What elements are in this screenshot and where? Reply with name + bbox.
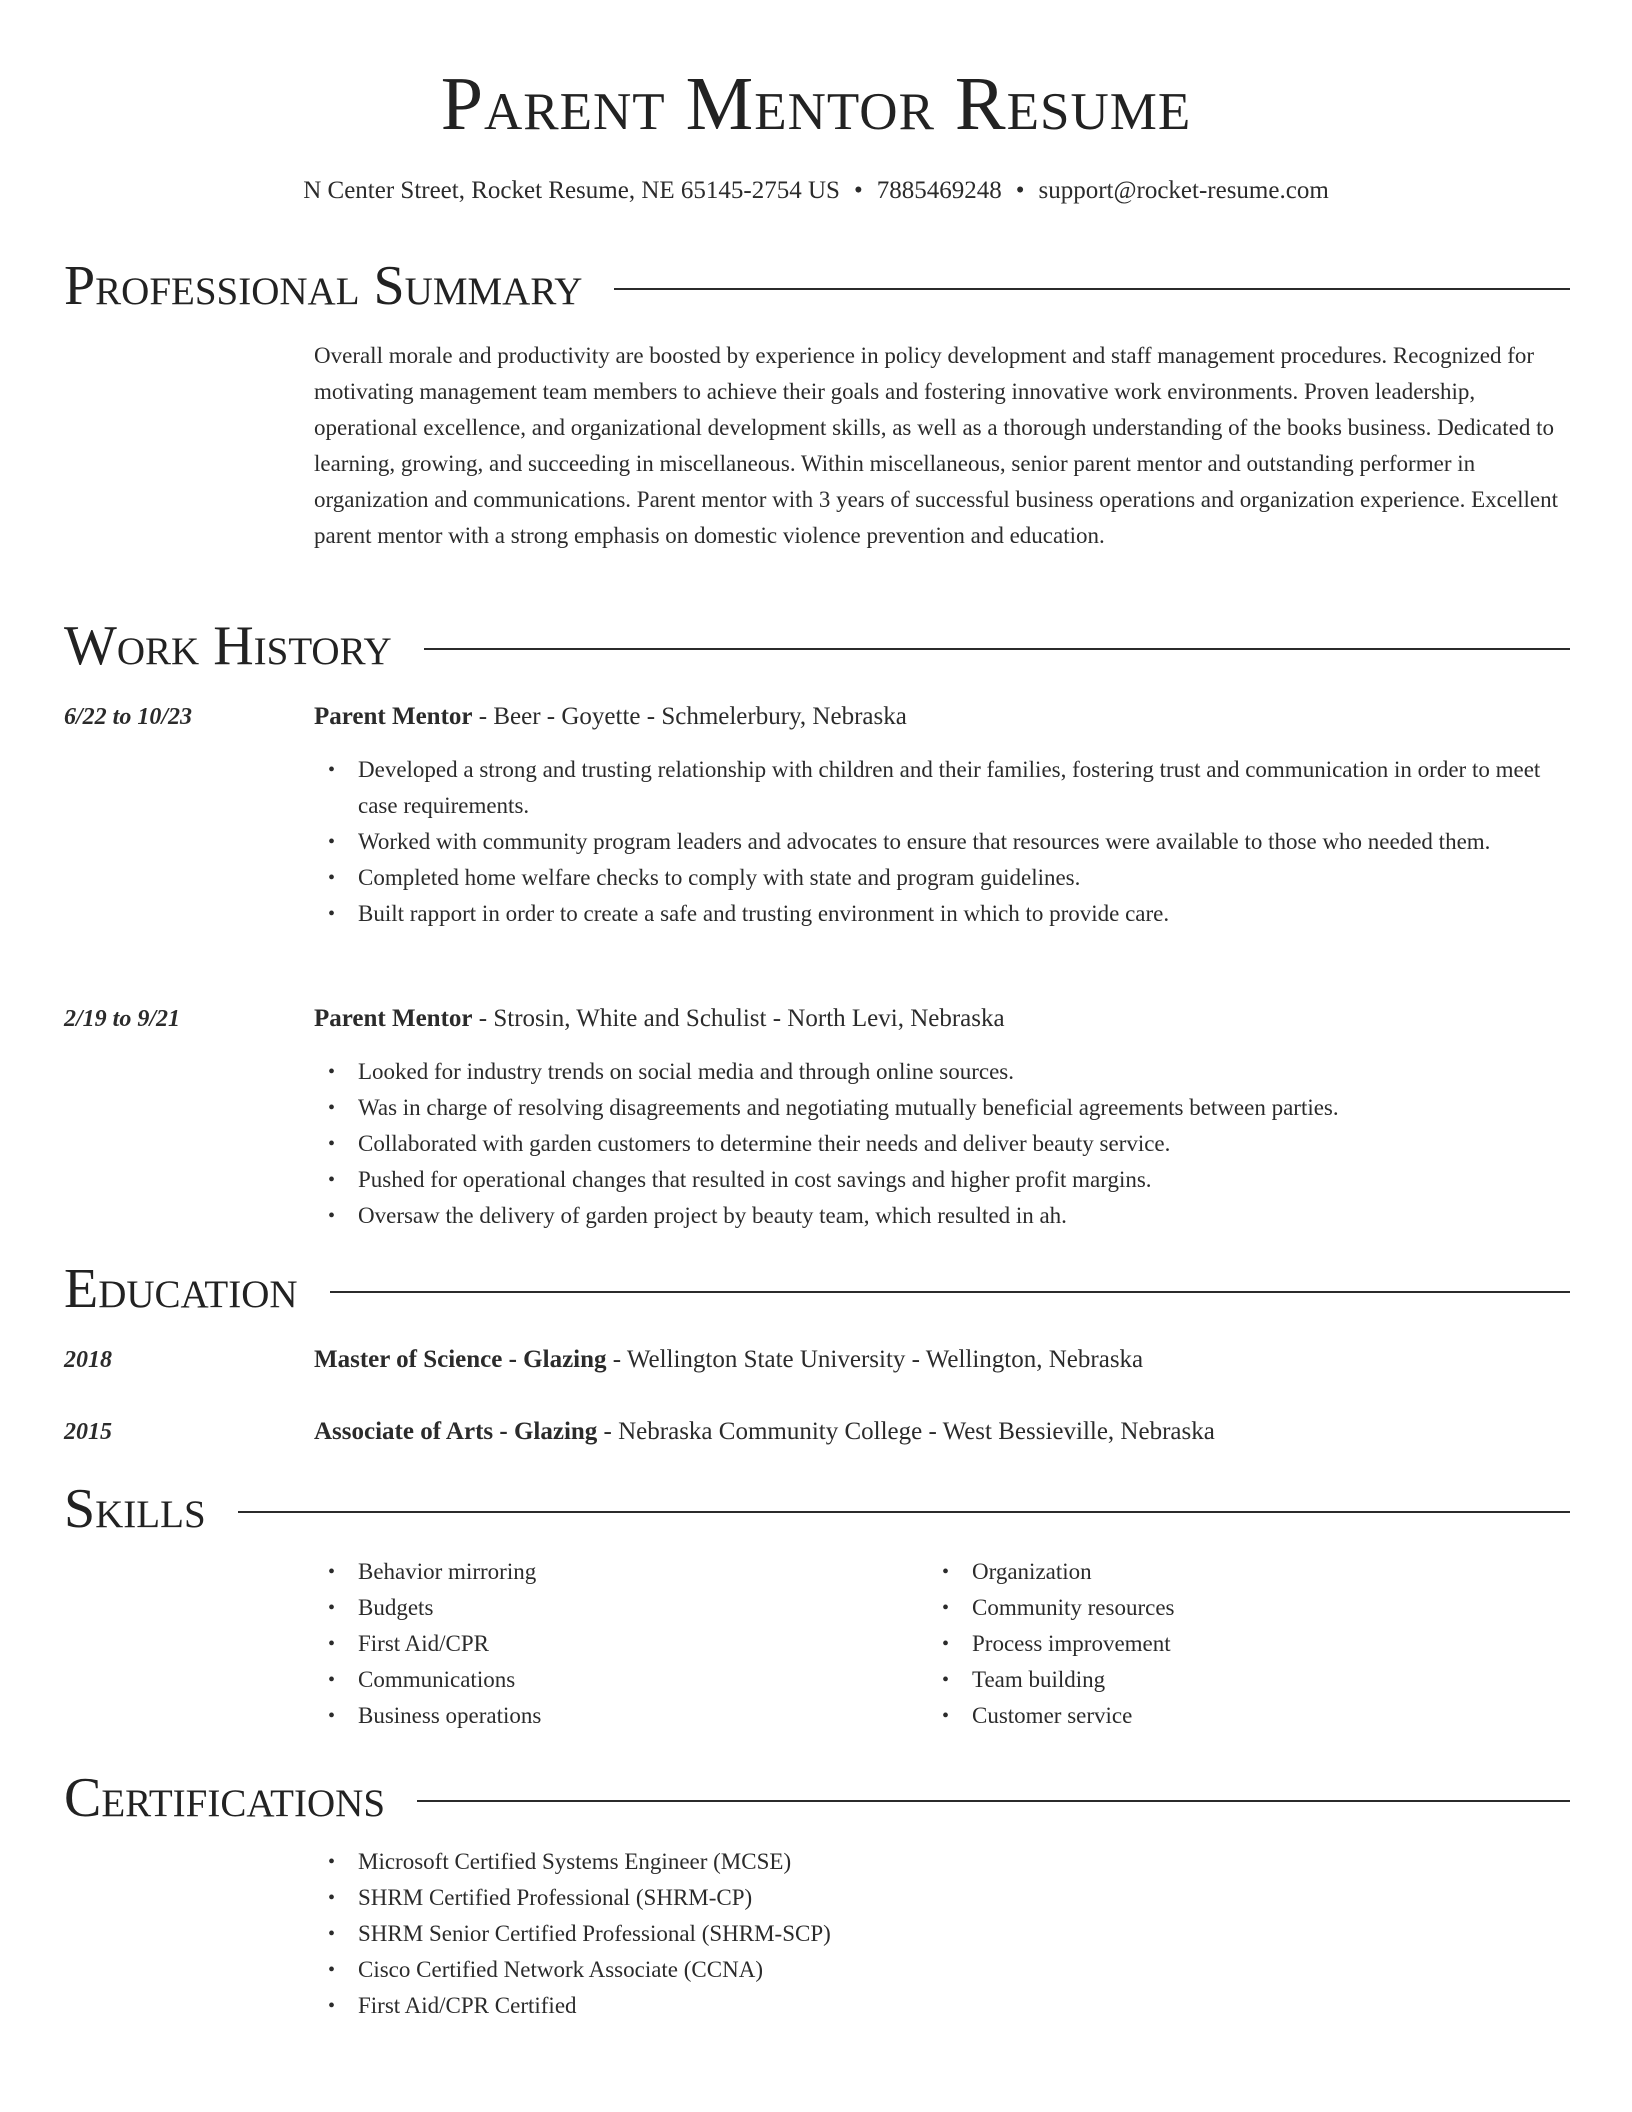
separator: • [853,177,863,204]
education-entry [314,1415,1570,1449]
job-title-line [314,700,1570,734]
skill-item: • Business operations [314,1698,914,1734]
certification-item: • SHRM Certified Professional (SHRM-CP) [314,1880,1570,1916]
skill-item: • Process improvement [928,1626,1568,1662]
section-heading: Certifications [64,1767,386,1829]
certification-item: • SHRM Senior Certified Professional (SHRM-SCP) [314,1916,1570,1952]
address: N Center Street, Rocket Resume, NE 65145-2754 US [303,177,840,204]
resume-title: Parent Mentor Resume [440,62,1192,146]
skills-list-right [928,1554,1568,1734]
skill-item: • Community resources [928,1590,1568,1626]
section-divider [614,288,1570,290]
section-certifications [64,1766,1570,1830]
phone: 7885469248 [876,177,1002,204]
school-details: - Wellington State University - Wellington, Nebraska [606,1346,1144,1373]
skill-item: • Customer service [928,1698,1568,1734]
skills-list-left [314,1554,914,1734]
section-heading: Work History [64,615,392,677]
job-details: - Strosin, White and Schulist - North Levi, Nebraska [472,1005,1005,1032]
list-item: • Built rapport in order to create a safe and trusting environment in which to provide care. [314,896,1570,932]
section-divider [424,648,1570,650]
section-skills [64,1477,1570,1541]
list-item: • Oversaw the delivery of garden project by beauty team, which resulted in ah. [314,1198,1570,1234]
separator: • [1015,177,1025,204]
email: support@rocket-resume.com [1038,177,1329,204]
job-bullets [314,752,1570,932]
skill-item: • Organization [928,1554,1568,1590]
section-heading: Skills [64,1478,206,1540]
skill-item: • First Aid/CPR [314,1626,914,1662]
section-work-history [64,614,1570,678]
job-title: Parent Mentor [314,1005,473,1032]
contact-line [0,174,1632,208]
certification-item: • Cisco Certified Network Associate (CCNA) [314,1952,1570,1988]
list-item: • Was in charge of resolving disagreements and negotiating mutually beneficial agreements between parties. [314,1090,1570,1126]
job-title: Parent Mentor [314,703,473,730]
degree: Master of Science - Glazing [314,1346,607,1373]
job-title-line [314,1002,1570,1036]
education-year: 2015 [64,1419,112,1445]
section-divider [417,1800,1570,1802]
skill-item: • Communications [314,1662,914,1698]
list-item: • Developed a strong and trusting relationship with children and their families, fostering trust and communication in order to meet case requirements. [314,752,1570,824]
section-heading: Professional Summary [64,255,583,317]
list-item: • Worked with community program leaders and advocates to ensure that resources were available to those who needed them. [314,824,1570,860]
certification-item: • First Aid/CPR Certified [314,1988,1570,2024]
education-year: 2018 [64,1347,112,1373]
summary-text: Overall morale and productivity are boosted by experience in policy development and staff management procedures. Recognized for motivating management team members to achieve their goals and fostering innovative work environments. Proven leadership, operational excellence, and organizational development skills, as well as a thorough understanding of the books business. Dedicated to learning, growing, and succeeding in miscellaneous. Within miscellaneous, senior parent mentor and outstanding performer in organization and communications. Parent mentor with 3 years of successful business operations and organization experience. Excellent parent mentor with a strong emphasis on domestic violence prevention and education. [314,343,1558,548]
section-divider [238,1511,1570,1513]
skill-item: • Behavior mirroring [314,1554,914,1590]
list-item: • Pushed for operational changes that resulted in cost savings and higher profit margins. [314,1162,1570,1198]
certifications-list [314,1844,1570,2024]
education-entry [314,1343,1570,1377]
job-dates: 2/19 to 9/21 [64,1006,181,1032]
job-bullets [314,1054,1570,1234]
section-education [64,1257,1570,1321]
job-dates: 6/22 to 10/23 [64,704,193,730]
list-item: • Completed home welfare checks to comply with state and program guidelines. [314,860,1570,896]
job-details: - Beer - Goyette - Schmelerbury, Nebraska [472,703,907,730]
skill-item: • Budgets [314,1590,914,1626]
degree: Associate of Arts - Glazing [314,1418,598,1445]
school-details: - Nebraska Community College - West Bessieville, Nebraska [597,1418,1215,1445]
section-professional-summary [64,254,1570,318]
list-item: • Collaborated with garden customers to determine their needs and deliver beauty service. [314,1126,1570,1162]
skill-item: • Team building [928,1662,1568,1698]
list-item: • Looked for industry trends on social media and through online sources. [314,1054,1570,1090]
certification-item: • Microsoft Certified Systems Engineer (MCSE) [314,1844,1570,1880]
section-divider [330,1291,1570,1293]
section-heading: Education [64,1258,298,1320]
